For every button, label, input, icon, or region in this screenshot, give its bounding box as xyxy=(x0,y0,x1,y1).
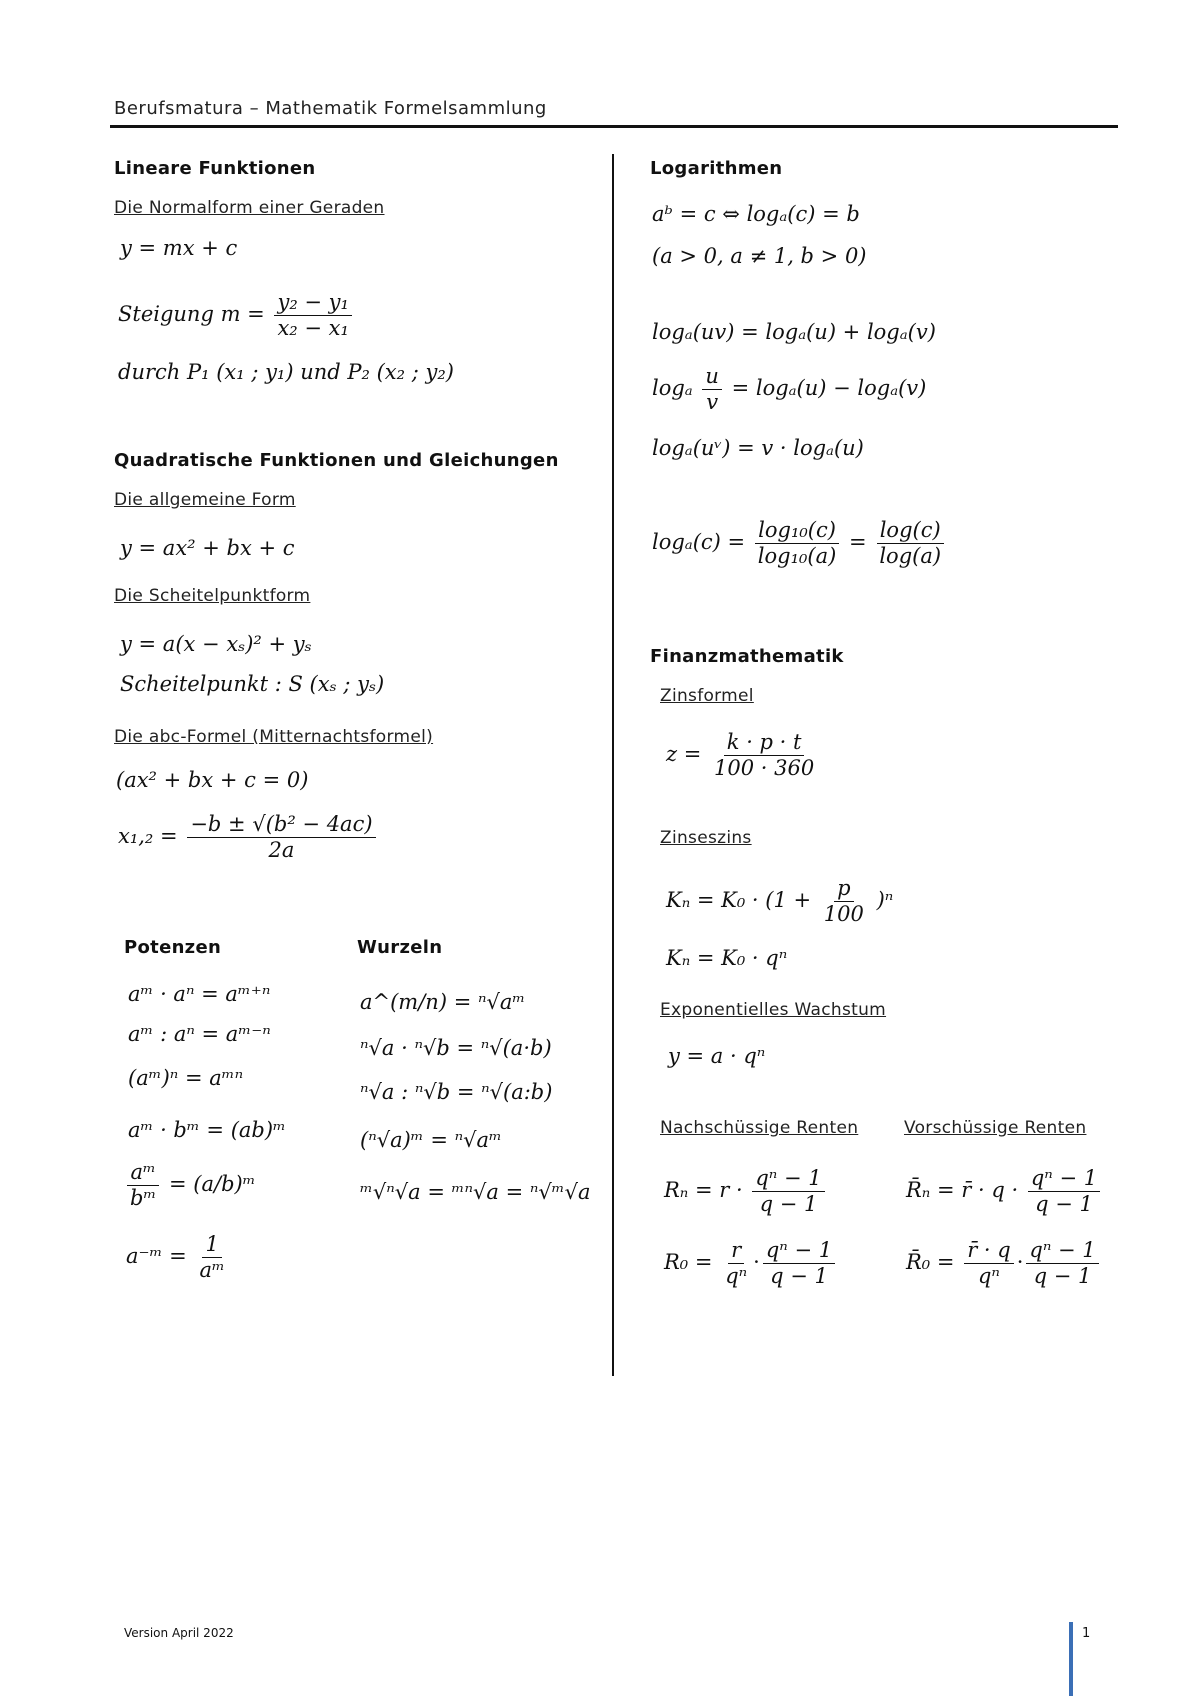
formula-nach-rente-n: Rₙ = r · $\frac{\text{qⁿ − 1}}{q - 1}$ xyxy=(664,1166,828,1217)
subheading-zinseszins: Zinseszins xyxy=(660,828,752,848)
formula-normalform: y = mx + c xyxy=(120,236,238,260)
formula-log-base-change: logₐ(c) = $\frac{\text{log₁₀(c)}}{\text{log₁₀(a)}}$ = $\frac{\log(c)}{\log(a)}$ xyxy=(652,518,947,569)
section-heading-lineare-funktionen: Lineare Funktionen xyxy=(114,158,316,179)
header-rule xyxy=(110,125,1118,128)
section-heading-finanzmathematik: Finanzmathematik xyxy=(650,646,844,667)
formula-log-quotient: logₐ $\frac{u}{v}$ = logₐ(u) − logₐ(v) xyxy=(652,364,927,415)
formula-log-conditions: (a > 0, a ≠ 1, b > 0) xyxy=(652,244,867,268)
section-heading-wurzeln: Wurzeln xyxy=(357,937,443,958)
formula-zinsformel: z = $\frac{k \cdot p \cdot t}{100 \cdot 360}$ xyxy=(666,730,815,781)
formula-potenz-div: aᵐ : aⁿ = aᵐ⁻ⁿ xyxy=(128,1022,271,1046)
subheading-abc-formel: Die abc-Formel (Mitternachtsformel) xyxy=(114,727,434,747)
formula-potenz-quot: $\frac{\text{aᵐ}}{\text{bᵐ}}$ = (a/b)ᵐ xyxy=(124,1160,256,1211)
footer-accent-bar xyxy=(1069,1622,1073,1696)
section-heading-quadratische: Quadratische Funktionen und Gleichungen xyxy=(114,450,559,471)
subheading-exponentielles-wachstum: Exponentielles Wachstum xyxy=(660,1000,887,1020)
page-header-title: Berufsmatura – Mathematik Formelsammlung xyxy=(114,98,547,119)
formula-potenz-prod: aᵐ · bᵐ = (ab)ᵐ xyxy=(128,1118,286,1142)
formula-log-def: aᵇ = c ⇔ logₐ(c) = b xyxy=(652,202,860,226)
formula-log-product: logₐ(uv) = logₐ(u) + logₐ(v) xyxy=(652,320,936,344)
footer-version: Version April 2022 xyxy=(124,1626,234,1640)
subheading-vorschuessige-renten: Vorschüssige Renten xyxy=(904,1118,1087,1138)
formula-zinseszins-2: Kₙ = K₀ · qⁿ xyxy=(666,946,788,970)
section-heading-logarithmen: Logarithmen xyxy=(650,158,783,179)
formula-potenz-neg: a⁻ᵐ = $\frac{1}{\text{aᵐ}}$ xyxy=(126,1232,225,1283)
formula-potenz-pow: (aᵐ)ⁿ = aᵐⁿ xyxy=(128,1066,244,1090)
formula-potenz-mult: aᵐ · aⁿ = aᵐ⁺ⁿ xyxy=(128,982,271,1006)
subheading-normalform: Die Normalform einer Geraden xyxy=(114,198,385,218)
formula-wurzel-div: ⁿ√a : ⁿ√b = ⁿ√(a:b) xyxy=(360,1080,553,1104)
formula-zinseszins-1: Kₙ = K₀ · (1 + $\frac{p}{100}$ )ⁿ xyxy=(666,876,894,927)
formula-durch-punkte: durch P₁ (x₁ ; y₁) und P₂ (x₂ ; y₂) xyxy=(118,360,454,384)
formula-abc: x₁,₂ = $\frac{\text{−b ± √(b² − 4ac)}}{2a}$ xyxy=(118,812,379,863)
subheading-nachschuessige-renten: Nachschüssige Renten xyxy=(660,1118,859,1138)
formula-scheitelpunktform: y = a(x − xₛ)² + yₛ xyxy=(120,632,312,656)
formula-allgemeine-form: y = ax² + bx + c xyxy=(120,536,295,560)
formula-wurzel-mult: ⁿ√a · ⁿ√b = ⁿ√(a·b) xyxy=(360,1036,552,1060)
formula-nach-rente-0: R₀ = $\frac{r}{\text{qⁿ}}$ · $\frac{\text{qⁿ − 1}}{q - 1}$ xyxy=(664,1238,838,1289)
formula-quadratic-equation: (ax² + bx + c = 0) xyxy=(116,768,309,792)
abc-numerator: −b ± √(b² − 4ac) xyxy=(187,812,375,838)
steigung-numerator: y₂ − y₁ xyxy=(274,290,352,316)
page-number: 1 xyxy=(1082,1626,1091,1641)
formula-vor-rente-n: R̄ₙ = r̄ · q · $\frac{\text{qⁿ − 1}}{q - 1}$ xyxy=(906,1166,1103,1217)
subheading-zinsformel: Zinsformel xyxy=(660,686,754,706)
formula-steigung: Steigung m = $\frac{\text{y₂ − y₁}}{\text{x₂ − x₁}}$ xyxy=(118,290,355,341)
formula-vor-rente-0: R̄₀ = $\frac{r̄ \cdot q}{\text{qⁿ}}$ · $\frac{\text{qⁿ − 1}}{q - 1}$ xyxy=(906,1238,1102,1289)
steigung-denominator: x₂ − x₁ xyxy=(277,316,349,341)
column-divider xyxy=(612,154,614,1376)
abc-denominator: 2a xyxy=(268,838,295,863)
formula-exponentielles-wachstum: y = a · qⁿ xyxy=(668,1044,766,1068)
formula-wurzel-nested: ᵐ√ⁿ√a = ᵐⁿ√a = ⁿ√ᵐ√a xyxy=(360,1180,591,1204)
formula-log-power: logₐ(uᵛ) = v · logₐ(u) xyxy=(652,436,864,460)
formula-wurzel-pow: (ⁿ√a)ᵐ = ⁿ√aᵐ xyxy=(360,1128,502,1152)
formula-scheitelpunkt: Scheitelpunkt : S (xₛ ; yₛ) xyxy=(120,672,385,696)
section-heading-potenzen: Potenzen xyxy=(124,937,222,958)
subheading-allgemeine-form: Die allgemeine Form xyxy=(114,490,296,510)
formula-wurzel-def: a^(m/n) = ⁿ√aᵐ xyxy=(360,990,526,1014)
subheading-scheitelpunktform: Die Scheitelpunktform xyxy=(114,586,311,606)
